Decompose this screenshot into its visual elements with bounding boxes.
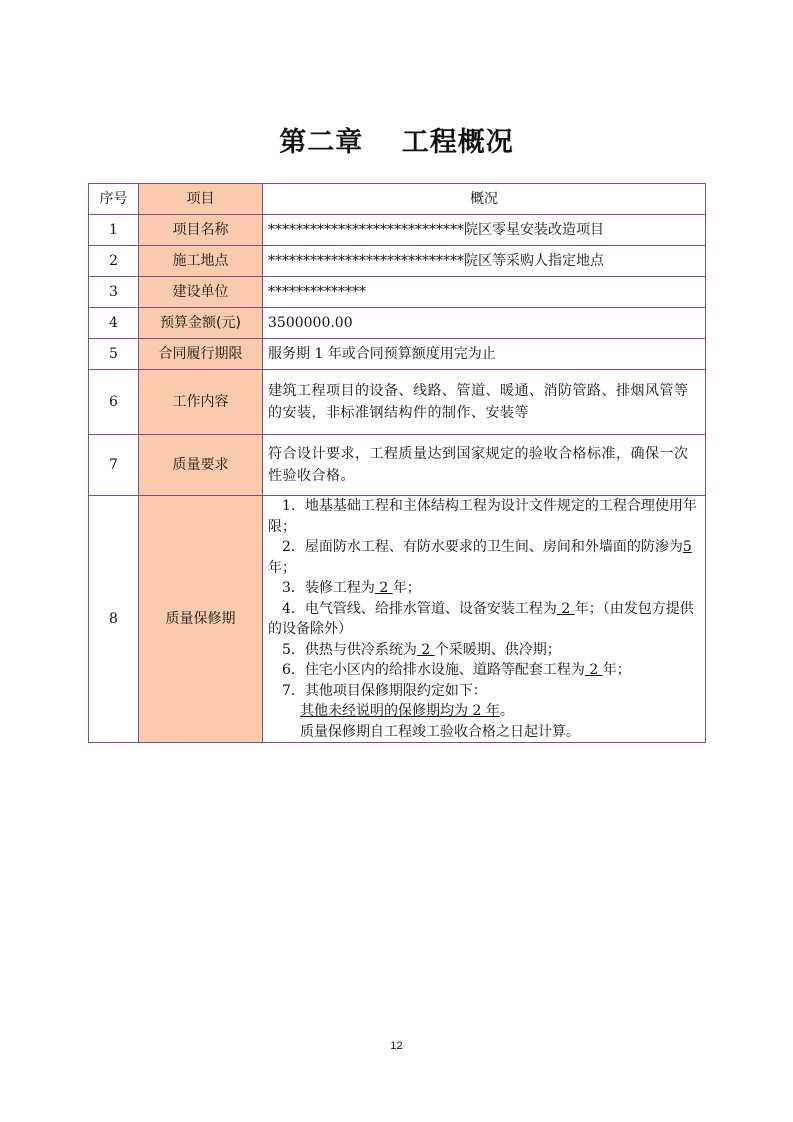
chapter-title: 第二章 工程概况 [279,127,514,158]
row-no: 1 [89,215,139,246]
row-desc: ************** [263,277,706,308]
warranty-item-4-text: 4．电气管线、给排水管道、设备安装工程为 [282,600,557,617]
row-item: 施工地点 [139,246,263,277]
table-row [89,435,706,496]
warranty-item-6 [268,660,700,681]
row-no: 2 [89,246,139,277]
table-row [89,308,706,339]
row-item: 工作内容 [139,370,263,435]
warranty-item-2 [268,537,700,578]
warranty-item-5 [268,640,700,661]
warranty-item-3-suffix: 年； [392,580,421,596]
warranty-item-4 [268,599,700,640]
table-row [89,370,706,435]
header-no: 序号 [89,184,139,215]
warranty-item-7: 7．其他项目保修期限约定如下： [282,682,487,699]
table-header-row [89,184,706,215]
row-no: 6 [89,370,139,435]
table-row [89,246,706,277]
table-row [89,496,706,743]
page-number: 12 [390,1040,403,1052]
warranty-item-2-text: 2．屋面防水工程、有防水要求的卫生间、房间和外墙面的防渗为 [282,539,683,555]
row-desc: 服务期 1 年或合同预算额度用完为止 [263,339,706,370]
row-item: 合同履行期限 [139,339,263,370]
row-desc: 3500000.00 [263,308,706,339]
warranty-item-2-suffix: 年； [268,559,296,576]
warranty-item-8-suffix: 。 [499,703,514,719]
warranty-item-3-value: 2 [374,580,393,596]
row-desc: ****************************院区等采购人指定地点 [263,246,706,277]
warranty-item-5-text: 5．供热与供冷系统为 [282,641,417,658]
warranty-item-6-value: 2 [584,662,603,678]
row-no: 8 [89,496,139,743]
table-row [89,277,706,308]
warranty-item-5-value: 2 [416,641,435,658]
row-item: 项目名称 [139,215,263,246]
row-item: 预算金额(元) [139,308,263,339]
warranty-item-2-value: 5 [682,539,692,555]
project-overview-table [88,183,706,743]
row-desc: ****************************院区零星安装改造项目 [263,215,706,246]
warranty-item-9: 质量保修期自工程竣工验收合格之日起计算。 [300,723,580,740]
warranty-item-8-text: 其他未经说明的保修期均为 2 年 [300,703,500,719]
table-row [89,215,706,246]
row-desc: 符合设计要求，工程质量达到国家规定的验收合格标准，确保一次性验收合格。 [263,435,706,496]
row-no: 5 [89,339,139,370]
warranty-item-3-text: 3．装修工程为 [282,580,375,596]
warranty-item-4-suffix: 年；（由发包方提供的设备除外） [268,600,694,637]
warranty-item-1: 1．地基基础工程和主体结构工程为设计文件规定的工程合理使用年限； [268,498,697,535]
warranty-item-8 [268,701,700,722]
row-item: 质量保修期 [139,496,263,743]
row-item: 质量要求 [139,435,263,496]
row-no: 3 [89,277,139,308]
warranty-item-6-suffix: 年； [602,662,631,678]
warranty-item-4-value: 2 [556,600,575,617]
header-desc: 概况 [263,184,706,215]
table-row [89,339,706,370]
warranty-list [263,496,706,743]
header-item: 项目 [139,184,263,215]
warranty-item-3 [268,578,700,599]
row-desc: 建筑工程项目的设备、线路、管道、暖通、消防管路、排烟风管等的安装，非标准钢结构件的制作、安装等 [263,370,706,435]
row-no: 4 [89,308,139,339]
warranty-item-6-text: 6．住宅小区内的给排水设施、道路等配套工程为 [282,662,585,678]
row-item: 建设单位 [139,277,263,308]
row-no: 7 [89,435,139,496]
warranty-item-5-suffix: 个采暖期、供冷期； [434,641,561,658]
